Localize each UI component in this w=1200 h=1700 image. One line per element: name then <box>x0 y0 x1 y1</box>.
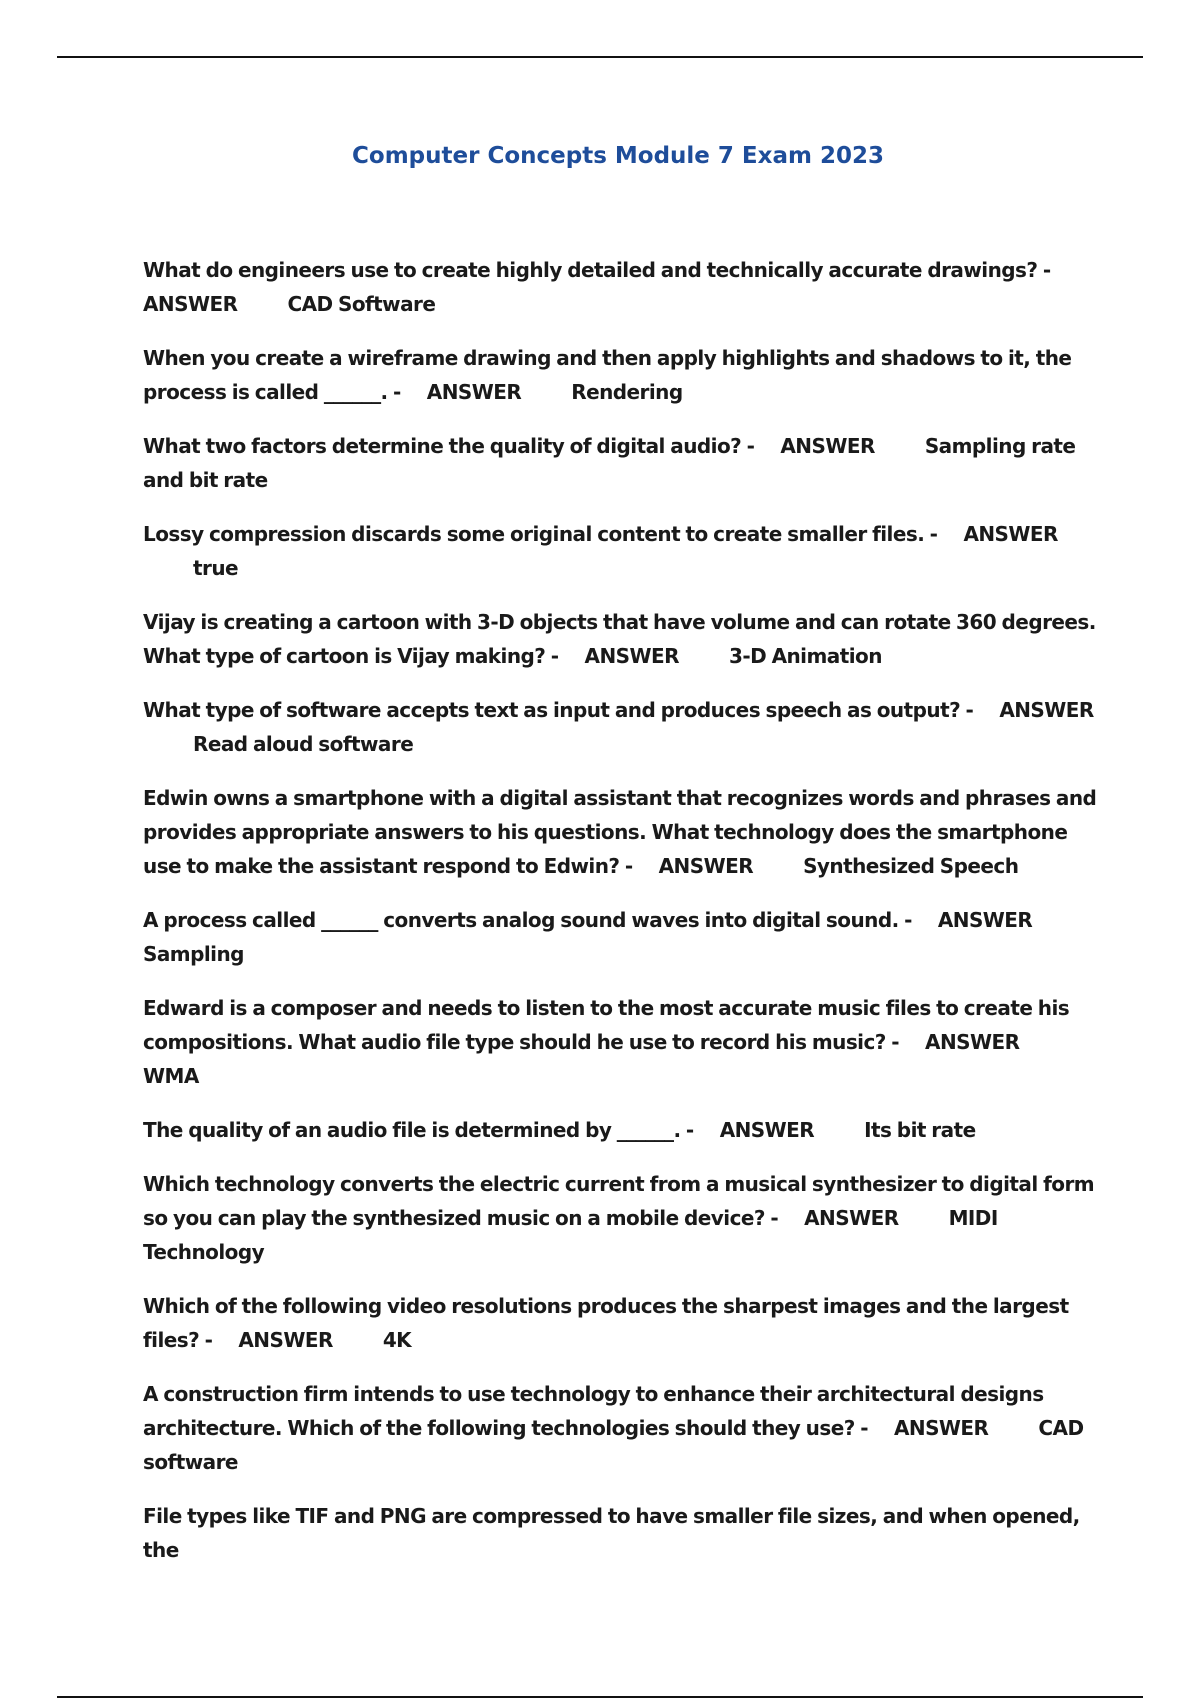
question-text: The quality of an audio file is determined by ______. - <box>143 1118 694 1142</box>
document-title: Computer Concepts Module 7 Exam 2023 <box>352 143 884 169</box>
qa-item <box>143 1289 1103 1357</box>
answer-text: true <box>193 556 239 580</box>
answer-label: ANSWER <box>143 292 238 316</box>
answer-label: ANSWER <box>925 1030 1020 1054</box>
question-text: Which technology converts the electric current from a musical synthesizer to digital form so you can play the synthesized music on a mobile device? - <box>143 1172 1095 1230</box>
answer-label: ANSWER <box>963 522 1058 546</box>
question-text: Vijay is creating a cartoon with 3-D objects that have volume and can rotate 360 degrees. What type of cartoon is Vijay making? - <box>143 610 1096 668</box>
qa-item <box>143 1167 1103 1269</box>
qa-item <box>143 429 1103 497</box>
qa-item <box>143 693 1103 761</box>
answer-text: CAD software <box>143 1416 1084 1474</box>
question-text: What two factors determine the quality of digital audio? - <box>143 434 755 458</box>
question-text: What type of software accepts text as input and produces speech as output? - <box>143 698 974 722</box>
answer-text: MIDI Technology <box>143 1206 998 1264</box>
qa-item <box>143 253 1103 321</box>
bottom-rule <box>57 1696 1143 1698</box>
qa-item <box>143 1377 1103 1479</box>
question-text: File types like TIF and PNG are compressed to have smaller file sizes, and when opened, the <box>143 1504 1080 1562</box>
qa-item <box>143 1499 1103 1567</box>
qa-item <box>143 341 1103 409</box>
question-text: Lossy compression discards some original content to create smaller files. - <box>143 522 938 546</box>
qa-list <box>143 253 1103 1587</box>
answer-text: Its bit rate <box>864 1118 976 1142</box>
answer-label: ANSWER <box>999 698 1094 722</box>
qa-item <box>143 991 1103 1093</box>
answer-text: CAD Software <box>287 292 436 316</box>
answer-label: ANSWER <box>658 854 754 878</box>
question-text: Edward is a composer and needs to listen to the most accurate music files to create his compositions. What audio file type should he use to record his music? - <box>143 996 1070 1054</box>
answer-text: Sampling <box>143 942 244 966</box>
question-text: What do engineers use to create highly detailed and technically accurate drawings? - <box>143 258 1051 282</box>
qa-item <box>143 903 1103 971</box>
answer-label: ANSWER <box>719 1118 815 1142</box>
qa-item <box>143 605 1103 673</box>
answer-text: 3-D Animation <box>728 644 882 668</box>
answer-label: ANSWER <box>780 434 875 458</box>
answer-label: ANSWER <box>238 1328 333 1352</box>
answer-text: Sampling rate and bit rate <box>143 434 1076 492</box>
answer-text: 4K <box>382 1328 412 1352</box>
answer-text: Synthesized Speech <box>803 854 1019 878</box>
answer-text: Rendering <box>571 380 683 404</box>
answer-label: ANSWER <box>937 908 1033 932</box>
answer-label: ANSWER <box>804 1206 899 1230</box>
answer-label: ANSWER <box>426 380 522 404</box>
top-rule <box>57 56 1143 58</box>
qa-item <box>143 517 1103 585</box>
qa-item <box>143 781 1103 883</box>
answer-text: Read aloud software <box>193 732 414 756</box>
answer-label: ANSWER <box>584 644 679 668</box>
question-text: A construction firm intends to use technology to enhance their architectural designs architecture. Which of the following technologies should they use? - <box>143 1382 1044 1440</box>
answer-text: WMA <box>143 1064 199 1088</box>
question-text: When you create a wireframe drawing and then apply highlights and shadows to it, the process is called ______. - <box>143 346 1072 404</box>
qa-item <box>143 1113 1103 1147</box>
question-text: A process called ______ converts analog sound waves into digital sound. - <box>143 908 912 932</box>
answer-label: ANSWER <box>893 1416 989 1440</box>
question-text: Which of the following video resolutions produces the sharpest images and the largest files? - <box>143 1294 1069 1352</box>
question-text: Edwin owns a smartphone with a digital assistant that recognizes words and phrases and provides appropriate answers to his questions. What technology does the smartphone use to make the assistant respond to Edwin? - <box>143 786 1097 878</box>
